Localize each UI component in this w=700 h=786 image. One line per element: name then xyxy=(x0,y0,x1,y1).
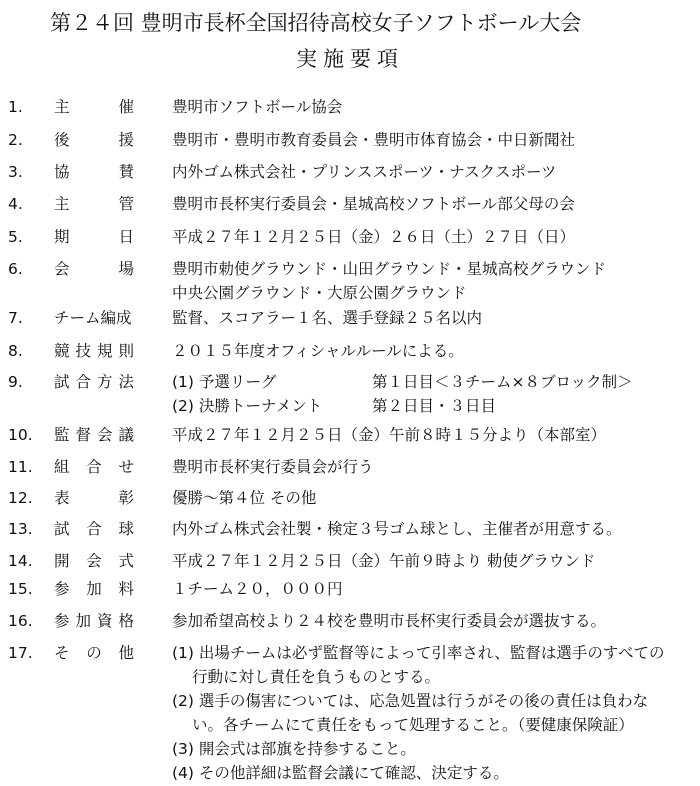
content-line: (1) 出場チームは必ず監督等によって引率され、監督は選手のすべての xyxy=(172,644,665,662)
item-content xyxy=(172,641,696,785)
content-line: 豊明市・豊明市教育委員会・豊明市体育協会・中日新聞社 xyxy=(172,131,576,149)
label-char: 督 xyxy=(75,426,91,444)
item-number: 10. xyxy=(8,426,33,444)
label-char: そ xyxy=(54,644,70,662)
item-number: 6. xyxy=(8,260,23,278)
item-content xyxy=(172,192,696,216)
item-content xyxy=(172,577,696,601)
label-char: 資 xyxy=(96,612,113,630)
label-char: 開 xyxy=(54,552,70,570)
label-char: 加 xyxy=(75,612,91,630)
label-char: 合 xyxy=(86,520,102,538)
label-char: 彰 xyxy=(118,489,134,507)
label-char: 格 xyxy=(118,612,134,630)
content-line: 豊明市長杯実行委員会・星城高校ソフトボール部父母の会 xyxy=(172,195,575,213)
item-number: 11. xyxy=(8,458,33,476)
content-line xyxy=(172,394,696,418)
item-label xyxy=(54,95,134,119)
item-label xyxy=(54,486,134,510)
content-line: 平成２７年１２月２５日（金）２６日（土）２７日（日） xyxy=(172,228,576,246)
item-label xyxy=(54,192,134,216)
label-char: 加 xyxy=(86,580,102,598)
item-content xyxy=(172,517,696,541)
item-label xyxy=(54,549,134,573)
label-char: 日 xyxy=(118,228,134,246)
label-char: 議 xyxy=(118,426,134,444)
content-line: 豊明市長杯実行委員会が行う xyxy=(172,458,374,476)
content-line: ２０１５年度オフィシャルルールによる。 xyxy=(172,342,464,360)
item-label xyxy=(54,128,134,152)
item-number: 7. xyxy=(8,309,23,327)
label-char: 監 xyxy=(54,426,70,444)
label-char: 管 xyxy=(118,195,134,213)
item-number: 14. xyxy=(8,552,33,570)
item-label xyxy=(54,517,134,541)
item-label xyxy=(54,641,134,665)
item-label xyxy=(54,370,134,394)
content-line: 行動に対し責任を負うものとする。 xyxy=(192,668,441,686)
label-char: 式 xyxy=(118,552,134,570)
item-number: 4. xyxy=(8,195,23,213)
label-char: 賛 xyxy=(118,163,134,181)
label-char: 組 xyxy=(54,458,70,476)
label-char: 主 xyxy=(54,195,70,213)
item-number: 12. xyxy=(8,489,33,507)
item-label xyxy=(54,257,134,281)
document-title: 第２４回 豊明市長杯全国招待高校女子ソフトボール大会 xyxy=(50,11,582,35)
label-char: 期 xyxy=(54,228,70,246)
item-number: 2. xyxy=(8,131,23,149)
item-content xyxy=(172,257,696,305)
content-line: 参加希望高校より２４校を豊明市長杯実行委員会が選抜する。 xyxy=(172,612,607,630)
item-content xyxy=(172,423,696,447)
item-label xyxy=(54,339,134,363)
item-number: 8. xyxy=(8,342,23,360)
label-char: 催 xyxy=(118,98,134,116)
label-char: 合 xyxy=(75,373,91,391)
item-content xyxy=(172,95,696,119)
item-content xyxy=(172,609,696,633)
item-number: 16. xyxy=(8,612,33,630)
label-char: 参 xyxy=(54,612,70,630)
item-label xyxy=(54,423,134,447)
item-label xyxy=(54,577,134,601)
item-content xyxy=(172,128,696,152)
item-label xyxy=(54,160,134,184)
label-char: 合 xyxy=(86,458,102,476)
label-char: 表 xyxy=(54,489,70,507)
label-char: 試 xyxy=(54,373,70,391)
label-char: 主 xyxy=(54,98,70,116)
content-line: 優勝～第４位 その他 xyxy=(172,489,317,507)
label-char: せ xyxy=(118,458,134,476)
sub-item-detail: 第１日目＜３チーム×８ブロック制＞ xyxy=(372,373,633,391)
label-char: 試 xyxy=(54,520,70,538)
item-label xyxy=(54,609,134,633)
label-char: 会 xyxy=(54,260,70,278)
content-line: 監督、スコアラー１名、選手登録２５名以内 xyxy=(172,309,483,327)
item-content xyxy=(172,549,696,573)
label-char: 法 xyxy=(118,373,134,391)
document-subtitle: 実施要項 xyxy=(296,47,404,71)
item-number: 13. xyxy=(8,520,33,538)
label-char: 料 xyxy=(118,580,134,598)
item-content xyxy=(172,339,696,363)
item-content xyxy=(172,160,696,184)
sub-item-detail: 第２日目・３日目 xyxy=(372,397,497,415)
item-number: 1. xyxy=(8,98,23,116)
label-char: 競 xyxy=(54,342,70,360)
item-label xyxy=(54,455,134,479)
label-char: 後 xyxy=(54,131,70,149)
label-char: 会 xyxy=(96,426,113,444)
content-line: 内外ゴム株式会社製・検定３号ゴム球とし、主催者が用意する。 xyxy=(172,520,622,538)
item-label xyxy=(54,225,134,249)
label-char: 技 xyxy=(75,342,91,360)
content-line: 内外ゴム株式会社・プリンススポーツ・ナスクスポーツ xyxy=(172,163,557,181)
label-char: 場 xyxy=(118,260,134,278)
label-char: 球 xyxy=(118,520,134,538)
label-char: 他 xyxy=(118,644,134,662)
label-char: 協 xyxy=(54,163,70,181)
item-number: 15. xyxy=(8,580,33,598)
item-number: 9. xyxy=(8,373,23,391)
item-number: 17. xyxy=(8,644,33,662)
item-content xyxy=(172,455,696,479)
label-char: チーム編成 xyxy=(54,309,132,327)
item-content xyxy=(172,370,696,418)
content-line xyxy=(172,370,696,394)
item-content xyxy=(172,306,696,330)
content-line: 平成２７年１２月２５日（金）午前８時１５分より（本部室） xyxy=(172,426,607,444)
item-number: 3. xyxy=(8,163,23,181)
content-line: い。各チームにて責任をもって処理すること。（要健康保険証） xyxy=(192,716,634,734)
label-char: 規 xyxy=(96,342,113,360)
content-line: (3) 開会式は部旗を持参すること。 xyxy=(172,740,416,758)
item-number: 5. xyxy=(8,228,23,246)
content-line: 豊明市ソフトボール協会 xyxy=(172,98,343,116)
label-char: の xyxy=(86,644,102,662)
item-content xyxy=(172,486,696,510)
content-line: 豊明市勅使グラウンド・山田グラウンド・星城高校グラウンド xyxy=(172,260,607,278)
content-line: 中央公園グラウンド・大原公園グラウンド xyxy=(172,284,467,302)
label-char: 会 xyxy=(86,552,102,570)
sub-item-name: (2) 決勝トーナメント xyxy=(172,397,323,415)
content-line: 平成２７年１２月２５日（金）午前９時より 勅使グラウンド xyxy=(172,552,596,570)
item-content xyxy=(172,225,696,249)
content-line: １チーム２０，０００円 xyxy=(172,580,343,598)
label-char: 方 xyxy=(96,373,113,391)
label-char: 援 xyxy=(118,131,134,149)
label-char: 参 xyxy=(54,580,70,598)
content-line: (2) 選手の傷害については、応急処置は行うがその後の責任は負わな xyxy=(172,692,649,710)
content-line: (4) その他詳細は監督会議にて確認、決定する。 xyxy=(172,764,509,782)
sub-item-name: (1) 予選リーグ xyxy=(172,373,277,391)
item-label xyxy=(54,306,134,330)
label-char: 則 xyxy=(118,342,134,360)
